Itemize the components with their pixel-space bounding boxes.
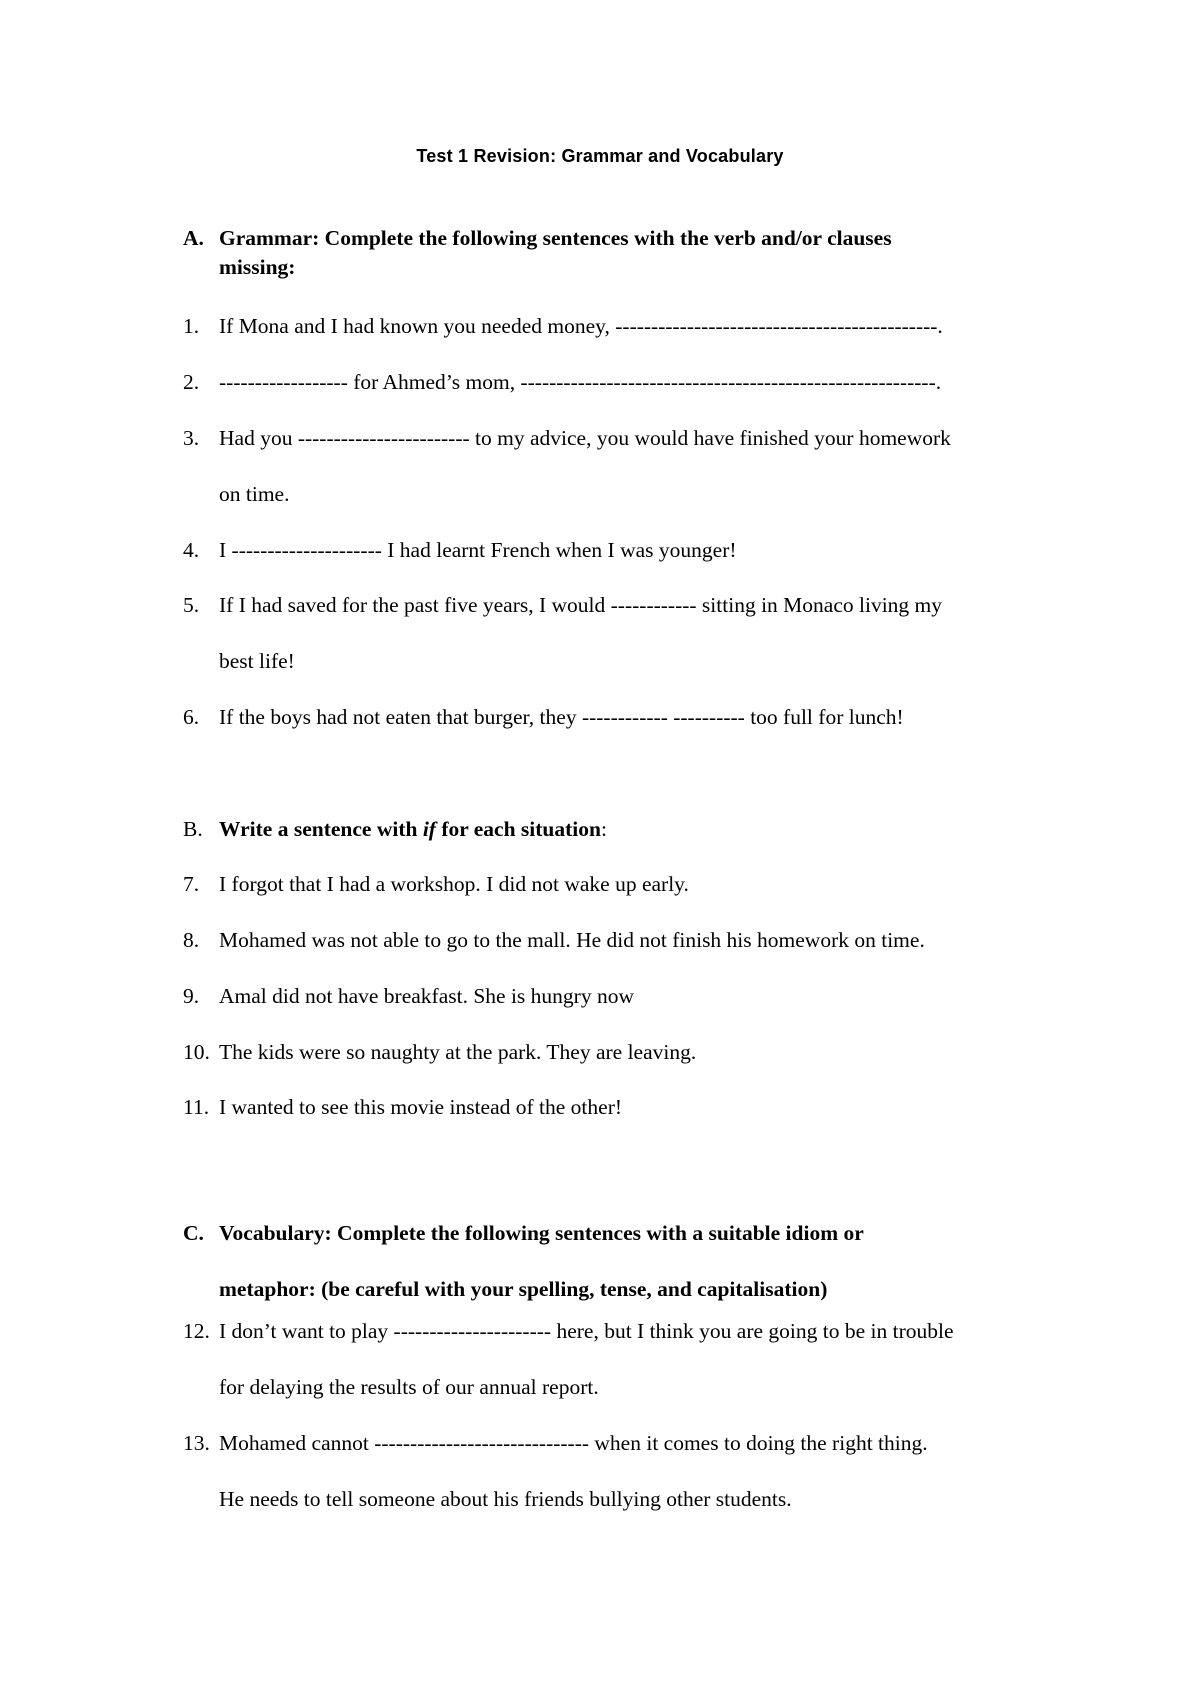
question-continuation: on time. — [219, 482, 290, 506]
question-number: 11. — [183, 1095, 210, 1119]
section-b-heading-colon: : — [600, 817, 607, 841]
section-c-heading-line2: metaphor: (be careful with your spelling, tense, and capitalisation) — [219, 1277, 828, 1301]
question-text: Mohamed cannot ------------------------------ when it comes to doing the right thing. — [219, 1431, 928, 1455]
section-b-heading-post: for each situation — [435, 817, 601, 841]
question-item — [183, 1318, 1083, 1344]
question-text: I don’t want to play ---------------------- here, but I think you are going to be in trouble — [219, 1319, 954, 1343]
section-a-heading-line1: Grammar: Complete the following sentences with the verb and/or clauses — [219, 226, 892, 250]
question-text: If Mona and I had known you needed money, ---------------------------------------------. — [219, 314, 943, 338]
section-b-heading-if: if — [422, 817, 436, 841]
section-c-letter: C. — [183, 1221, 204, 1245]
section-a-letter: A. — [183, 226, 204, 250]
section-b-letter: B. — [183, 817, 203, 841]
document-title: Test 1 Revision: Grammar and Vocabulary — [416, 146, 784, 166]
question-text: If the boys had not eaten that burger, they ------------ ---------- too full for lunch! — [219, 705, 904, 729]
section-b-heading — [183, 815, 1063, 844]
section-c-heading-line1: Vocabulary: Complete the following sentences with a suitable idiom or — [219, 1221, 864, 1245]
question-number: 4. — [183, 538, 200, 562]
question-number: 10. — [183, 1040, 210, 1064]
question-item — [183, 1094, 1083, 1120]
question-text: I wanted to see this movie instead of the other! — [219, 1095, 623, 1119]
section-c-heading — [183, 1205, 1063, 1317]
question-item — [183, 313, 1083, 339]
section-a-heading-line2: missing: — [219, 255, 296, 279]
question-item — [183, 592, 1083, 618]
question-number: 2. — [183, 370, 200, 394]
question-number: 12. — [183, 1319, 210, 1343]
question-text: If I had saved for the past five years, I would ------------ sitting in Monaco living my — [219, 593, 943, 617]
question-continuation: He needs to tell someone about his friends bullying other students. — [219, 1487, 792, 1511]
question-continuation: for delaying the results of our annual report. — [219, 1375, 599, 1399]
question-number: 7. — [183, 872, 200, 896]
question-item — [183, 983, 1083, 1009]
question-number: 1. — [183, 314, 200, 338]
question-text: I --------------------- I had learnt French when I was younger! — [219, 538, 737, 562]
question-item — [183, 927, 1083, 953]
question-item — [183, 704, 1083, 730]
question-item — [183, 425, 1083, 451]
question-item — [183, 1430, 1083, 1456]
section-a-heading — [183, 224, 1063, 282]
section-b-heading-pre: Write a sentence with — [219, 817, 423, 841]
question-number: 6. — [183, 705, 200, 729]
question-text: I forgot that I had a workshop. I did not wake up early. — [219, 872, 689, 896]
question-number: 8. — [183, 928, 200, 952]
question-continuation: best life! — [219, 649, 295, 673]
question-number: 5. — [183, 593, 200, 617]
question-number: 3. — [183, 426, 200, 450]
question-item — [183, 871, 1083, 897]
question-text: ------------------ for Ahmed’s mom, ----------------------------------------------------------. — [219, 370, 942, 394]
question-item — [183, 537, 1083, 563]
question-item — [183, 369, 1083, 395]
question-text: Mohamed was not able to go to the mall. He did not finish his homework on time. — [219, 928, 925, 952]
question-text: Had you ------------------------ to my advice, you would have finished your homework — [219, 426, 951, 450]
question-item — [183, 1039, 1083, 1065]
question-number: 13. — [183, 1431, 210, 1455]
question-text: The kids were so naughty at the park. They are leaving. — [219, 1040, 697, 1064]
question-number: 9. — [183, 984, 200, 1008]
question-text: Amal did not have breakfast. She is hungry now — [219, 984, 634, 1008]
